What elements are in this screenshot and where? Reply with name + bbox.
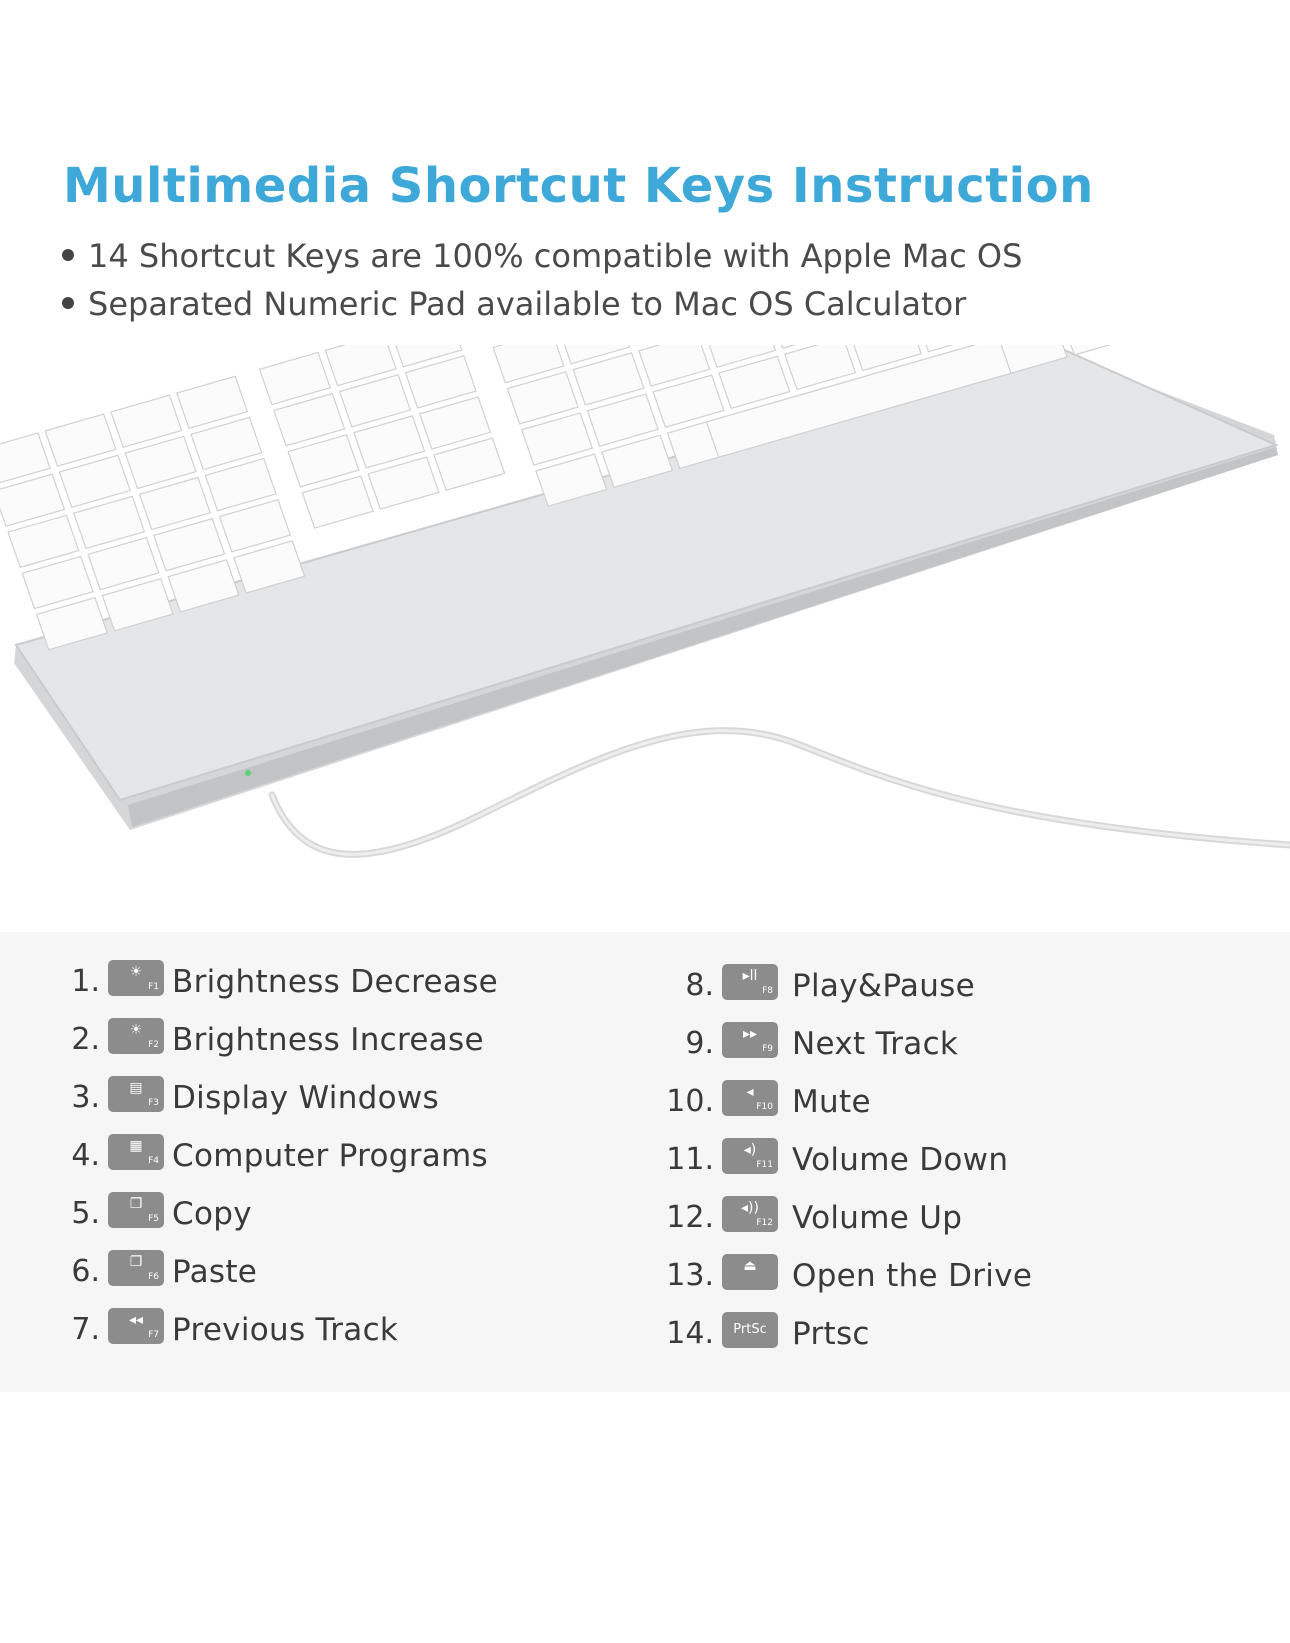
bullet-text: 14 Shortcut Keys are 100% compatible with Apple Mac OS — [88, 237, 1023, 275]
key-glyph: ❐ — [129, 1254, 143, 1270]
key-glyph: ☀ — [129, 964, 143, 980]
shortcut-number: 2. — [71, 1022, 100, 1057]
key-fn-label: F12 — [756, 1218, 773, 1228]
keyboard-cable — [272, 731, 1290, 855]
key-fn-label: F3 — [148, 1098, 159, 1108]
shortcut-label: Copy — [172, 1196, 252, 1232]
shortcut-label: Previous Track — [172, 1312, 399, 1348]
shortcut-label: Volume Down — [792, 1142, 1009, 1178]
key-glyph: ☀ — [129, 1022, 143, 1038]
eject-icon — [722, 1254, 778, 1290]
brightness-down-icon — [108, 960, 164, 996]
key-glyph: ▸▸ — [742, 1026, 758, 1042]
key-fn-label: F1 — [148, 982, 159, 992]
shortcut-label: Volume Up — [792, 1200, 963, 1236]
shortcut-label: Brightness Decrease — [172, 964, 499, 1000]
page-title: Multimedia Shortcut Keys Instruction — [63, 158, 1094, 214]
shortcut-number: 10. — [666, 1084, 714, 1119]
shortcut-label: Open the Drive — [792, 1258, 1033, 1294]
key-fn-label: F2 — [148, 1040, 159, 1050]
power-led-icon — [245, 770, 251, 776]
key-fn-label: PrtSc — [733, 1322, 767, 1337]
key-fn-label: F11 — [756, 1160, 773, 1170]
shortcut-label: Play&Pause — [792, 968, 975, 1004]
shortcut-number: 13. — [666, 1258, 714, 1293]
play-pause-icon — [722, 964, 778, 1000]
key-glyph: ❐ — [129, 1196, 143, 1212]
keyboard-image — [0, 345, 1290, 905]
key-glyph: ◂)) — [741, 1200, 759, 1216]
bullet-dot-icon — [62, 297, 74, 309]
bullet-dot-icon — [62, 249, 74, 261]
bullet-item — [62, 232, 1022, 280]
shortcut-number: 4. — [71, 1138, 100, 1173]
key-glyph: ⏏ — [743, 1258, 757, 1274]
shortcut-label: Next Track — [792, 1026, 959, 1062]
keyboard-illustration — [0, 345, 1290, 905]
key-fn-label: F7 — [148, 1330, 159, 1340]
shortcut-label: Mute — [792, 1084, 871, 1120]
prtsc-key-icon — [722, 1312, 778, 1348]
shortcut-number: 11. — [666, 1142, 714, 1177]
key-glyph: ◂) — [743, 1142, 757, 1158]
shortcut-number: 7. — [71, 1312, 100, 1347]
bullet-text: Separated Numeric Pad available to Mac OS Calculator — [88, 285, 967, 323]
key-glyph: ◂ — [746, 1084, 754, 1100]
key-fn-label: F5 — [148, 1214, 159, 1224]
mute-icon — [722, 1080, 778, 1116]
previous-track-icon — [108, 1308, 164, 1344]
shortcut-number: 12. — [666, 1200, 714, 1235]
key-glyph: ▦ — [129, 1138, 143, 1154]
shortcut-legend-panel — [0, 932, 1290, 1392]
copy-icon — [108, 1192, 164, 1228]
paste-icon — [108, 1250, 164, 1286]
key-glyph: ▤ — [129, 1080, 143, 1096]
next-track-icon — [722, 1022, 778, 1058]
volume-down-icon — [722, 1138, 778, 1174]
key-fn-label: F9 — [762, 1044, 773, 1054]
shortcut-label: Brightness Increase — [172, 1022, 484, 1058]
key-fn-label: F10 — [756, 1102, 773, 1112]
shortcut-label: Paste — [172, 1254, 258, 1290]
shortcut-number: 3. — [71, 1080, 100, 1115]
key-fn-label: F8 — [762, 986, 773, 996]
shortcut-label: Prtsc — [792, 1316, 870, 1352]
shortcut-number: 1. — [71, 964, 100, 999]
shortcut-label: Computer Programs — [172, 1138, 489, 1174]
key-fn-label: F4 — [148, 1156, 159, 1166]
key-glyph: ▸ll — [742, 968, 758, 984]
volume-up-icon — [722, 1196, 778, 1232]
shortcut-number: 6. — [71, 1254, 100, 1289]
shortcut-number: 14. — [666, 1316, 714, 1351]
shortcut-label: Display Windows — [172, 1080, 440, 1116]
key-fn-label: F6 — [148, 1272, 159, 1282]
bullet-item — [62, 280, 1022, 328]
display-windows-icon — [108, 1076, 164, 1112]
feature-bullets — [62, 232, 1022, 328]
shortcut-number: 8. — [685, 968, 714, 1003]
programs-grid-icon — [108, 1134, 164, 1170]
shortcut-number: 5. — [71, 1196, 100, 1231]
shortcut-number: 9. — [685, 1026, 714, 1061]
brightness-up-icon — [108, 1018, 164, 1054]
key-glyph: ◂◂ — [128, 1312, 144, 1328]
